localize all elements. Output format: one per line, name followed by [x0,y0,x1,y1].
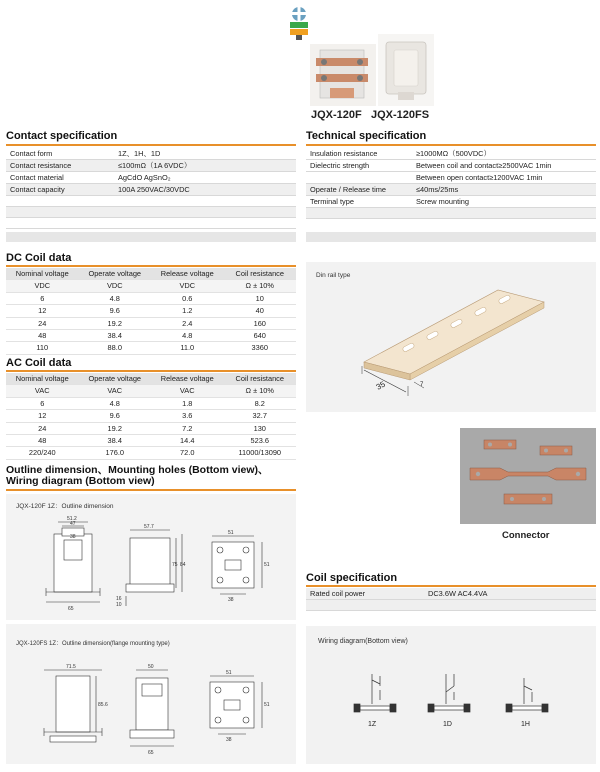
dim-label: 84 [180,562,186,568]
spec-key: Operate / Release time [306,184,412,196]
dim-label: 51 [226,670,232,676]
coil-spec-table [306,588,596,611]
table-cell: 11.0 [151,342,224,354]
table-cell: 88.0 [79,342,152,354]
spec-key: Dielectric strength [306,160,412,172]
dim-label: 85.6 [98,702,108,708]
table-row [306,148,596,160]
table-row [306,160,596,172]
outline-caption-1: JQX-120F 1Z：Outline dimension [16,503,114,510]
spec-key: Insulation resistance [306,148,412,160]
product-image-jqx-120fs [378,34,434,106]
dim-label: 51 [264,702,270,708]
table-row [6,397,296,409]
outline-panel-2 [6,624,296,764]
din-rail-dim-35: 35 [374,379,387,392]
contact-spec-footer-bar [6,232,296,242]
spec-key: Terminal type [306,196,412,208]
spec-value: DC3.6W AC4.4VA [424,588,596,600]
table-cell: 4.8 [151,330,224,342]
table-cell: 523.6 [224,435,297,447]
table-cell: 0.6 [151,292,224,304]
coil-spec-title: Coil specification [306,572,398,584]
table-cell: 32.7 [224,410,297,422]
spec-value: ≥1000MΩ（500VDC） [412,148,596,160]
ac-coil-rule [6,370,296,372]
table-row [6,207,296,218]
table-row [6,330,296,342]
dc-coil-table [6,268,296,355]
col-header: Nominal voltage [6,268,79,280]
outline-panel-1 [6,494,296,620]
table-header [6,373,296,385]
table-cell: 1.2 [151,305,224,317]
table-cell: 220/240 [6,447,79,459]
table-cell: 72.0 [151,447,224,459]
wiring-label: Wiring diagram(Bottom view) [318,638,408,645]
dim-label: 51 [228,530,234,536]
connector-photo [460,428,596,524]
table-cell: 11000/13090 [224,447,297,459]
table-cell: 48 [6,330,79,342]
table-row [6,422,296,434]
spec-key: Contact capacity [6,184,114,196]
table-cell: 9.6 [79,410,152,422]
table-row [6,342,296,354]
spec-value: Screw mounting [412,196,596,208]
din-rail-drawing [306,262,596,412]
table-cell: 38.4 [79,435,152,447]
dim-label: 71.5 [66,664,76,670]
outline-drawing-2 [6,624,296,764]
dim-label: 38 [226,737,232,743]
table-cell: 3.6 [151,410,224,422]
table-cell: 3360 [224,342,297,354]
table-cell: 7.2 [151,422,224,434]
table-cell: 1.8 [151,397,224,409]
table-row [6,292,296,304]
din-rail-panel [306,262,596,412]
table-row [6,447,296,459]
outline-rule [6,489,296,491]
table-row [306,172,596,184]
table-row [6,148,296,160]
table-cell: 10 [224,292,297,304]
dc-coil-rule [6,265,296,267]
table-cell: 12 [6,410,79,422]
dim-label: 57.7 [144,524,154,530]
spec-value: Between coil and contact≥2500VAC 1min [412,160,596,172]
table-cell: 8.2 [224,397,297,409]
dim-label: 65 [148,750,154,756]
wiring-drawing [306,626,596,764]
table-header [6,268,296,280]
dim-label: 10 [116,602,122,608]
col-header: Coil resistance [224,373,297,385]
dim-label: 38 [70,534,76,540]
tech-spec-table [306,148,596,219]
wiring-type-1h: 1H [521,721,530,728]
din-rail-dim-7: 7 [420,382,424,388]
model-name-2: JQX-120FS [371,109,430,121]
product-image-jqx-120f [310,44,376,106]
unit-cell: Ω ± 10% [224,385,297,397]
table-row [6,172,296,184]
table-cell: 14.4 [151,435,224,447]
dim-label: 50 [148,664,154,670]
outline-drawing-1 [6,494,296,620]
wiring-panel [306,626,596,764]
table-cell: 110 [6,342,79,354]
wiring-type-1d: 1D [443,721,452,728]
tech-spec-footer-bar [306,232,596,242]
table-cell: 19.2 [79,422,152,434]
dc-coil-title: DC Coil data [6,252,72,264]
model-name-1: JQX-120F [311,109,362,121]
unit-cell: VDC [6,280,79,292]
table-row [306,184,596,196]
ac-coil-table [6,373,296,460]
dim-label: 38 [228,597,234,603]
table-cell: 38.4 [79,330,152,342]
spec-key [306,172,412,184]
table-row [306,600,596,611]
tech-spec-rule [306,144,596,146]
outline-title-line1: Outline dimension、Mounting holes (Bottom view)、 [6,464,269,476]
table-cell: 640 [224,330,297,342]
col-header: Coil resistance [224,268,297,280]
col-header: Operate voltage [79,373,152,385]
ac-coil-title: AC Coil data [6,357,72,369]
table-cell: 19.2 [79,317,152,329]
table-row [306,588,596,600]
table-row [6,196,296,207]
dim-label: 51 [264,562,270,568]
spec-key: Contact form [6,148,114,160]
dim-label: 51.2 [67,516,77,522]
din-rail-label: Din rail type [316,272,351,279]
unit-cell: VDC [151,280,224,292]
unit-cell: VAC [151,385,224,397]
dim-label: 75 [172,562,178,568]
table-cell: 48 [6,435,79,447]
table-row [306,196,596,208]
spec-key: Contact resistance [6,160,114,172]
table-row [6,160,296,172]
spec-key: Rated coil power [306,588,424,600]
contact-spec-table [6,148,296,229]
table-row [6,435,296,447]
unit-cell: VAC [6,385,79,397]
table-cell: 24 [6,317,79,329]
table-cell: 6 [6,292,79,304]
table-row [6,218,296,229]
table-row [6,410,296,422]
col-header: Release voltage [151,373,224,385]
table-cell: 9.6 [79,305,152,317]
unit-cell: VAC [79,385,152,397]
dim-label: 65 [68,606,74,612]
unit-cell: VDC [79,280,152,292]
table-row [6,305,296,317]
spec-value: 100A 250VAC/30VDC [114,184,296,196]
wiring-type-1z: 1Z [368,721,377,728]
table-row [6,317,296,329]
brand-logo [287,4,311,42]
table-row [6,280,296,292]
spec-value: ≤40ms/25ms [412,184,596,196]
table-cell: 40 [224,305,297,317]
table-cell: 4.8 [79,292,152,304]
table-row [6,184,296,196]
unit-cell: Ω ± 10% [224,280,297,292]
dim-label: 16 [116,596,122,602]
spec-value: 1Z、1H、1D [114,148,296,160]
contact-spec-rule [6,144,296,146]
table-cell: 176.0 [79,447,152,459]
spec-value: ≤100mΩ（1A 6VDC） [114,160,296,172]
tech-spec-title: Technical specification [306,130,427,142]
spec-value: AgCdO AgSnO₂ [114,172,296,184]
col-header: Nominal voltage [6,373,79,385]
outline-title-line2: Wiring diagram (Bottom view) [6,475,155,487]
table-cell: 4.8 [79,397,152,409]
outline-caption-2: JQX-120FS 1Z：Outline dimension(flange mounting type) [16,641,170,647]
spec-value: Between open contact≥1200VAC 1min [412,172,596,184]
table-row [6,385,296,397]
table-cell: 130 [224,422,297,434]
connector-label: Connector [502,530,550,541]
spec-key: Contact material [6,172,114,184]
table-cell: 6 [6,397,79,409]
table-cell: 12 [6,305,79,317]
table-cell: 160 [224,317,297,329]
table-cell: 24 [6,422,79,434]
table-cell: 2.4 [151,317,224,329]
col-header: Operate voltage [79,268,152,280]
table-row [306,208,596,219]
col-header: Release voltage [151,268,224,280]
contact-spec-title: Contact specification [6,130,118,142]
coil-spec-rule [306,585,596,587]
dim-label: 47 [70,521,76,527]
